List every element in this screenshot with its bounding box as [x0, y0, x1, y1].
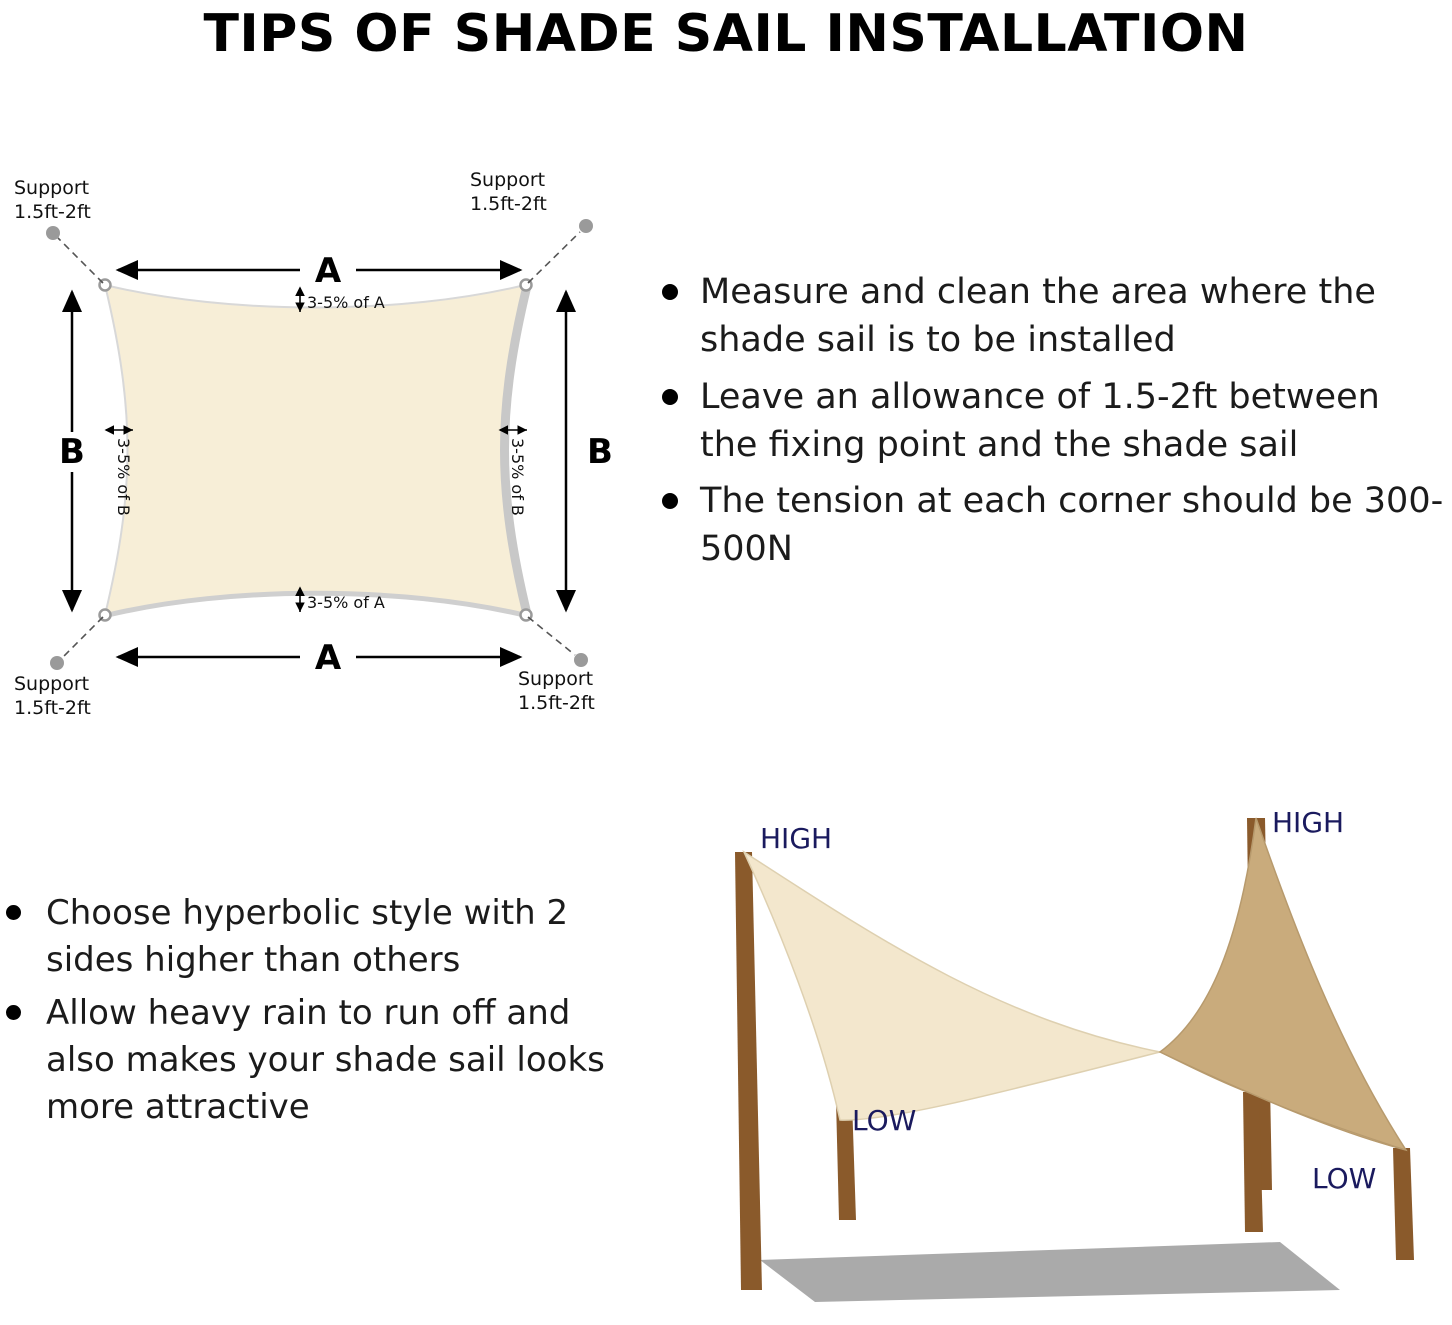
- curve-label-top: 3-5% of A: [307, 293, 385, 312]
- list-item: [648, 373, 1448, 470]
- ground-shadow: [760, 1242, 1340, 1302]
- label-high-left: HIGH: [760, 822, 833, 855]
- support-line-bottom-left: [62, 617, 103, 658]
- curve-label-right: 3-5% of B: [508, 438, 527, 516]
- support-label-bottom-right-line1: Support: [518, 668, 594, 690]
- tips-bottom-list: [0, 890, 620, 1131]
- bullet-dot-icon: [6, 905, 21, 920]
- label-high-right: HIGH: [1272, 806, 1345, 839]
- bullet-dot-icon: [662, 389, 678, 405]
- sail-shape: [105, 285, 525, 615]
- label-low-left: LOW: [852, 1104, 917, 1137]
- label-low-right: LOW: [1312, 1162, 1377, 1195]
- support-dot-top-left: [46, 226, 60, 240]
- support-line-top-left: [58, 238, 103, 283]
- support-label-bottom-right-line2: 1.5ft-2ft: [518, 692, 595, 714]
- dimension-label-left-b: B: [59, 432, 85, 472]
- tip-text: Allow heavy rain to run off and also makes your shade sail looks more attractive: [46, 992, 605, 1127]
- tips-bottom-list-container: [0, 890, 620, 1137]
- list-item: [648, 268, 1448, 365]
- support-label-top-left-line1: Support: [14, 177, 90, 199]
- post-high-left: [735, 852, 762, 1290]
- bullet-dot-icon: [6, 1005, 21, 1020]
- bullet-dot-icon: [662, 493, 678, 509]
- support-label-top-left-line2: 1.5ft-2ft: [14, 201, 91, 223]
- bullet-dot-icon: [662, 284, 678, 300]
- page-title: TIPS OF SHADE SAIL INSTALLATION: [203, 4, 1249, 64]
- list-item: [0, 990, 620, 1131]
- tip-text: Leave an allowance of 1.5-2ft between the fixing point and the shade sail: [700, 376, 1380, 465]
- support-line-bottom-right: [528, 617, 575, 655]
- tips-top-list: [648, 268, 1448, 574]
- support-line-top-right: [528, 232, 580, 283]
- tip-text: The tension at each corner should be 300-500N: [700, 481, 1444, 570]
- curve-label-left: 3-5% of B: [114, 438, 133, 516]
- hyperbolic-sail-diagram: [640, 790, 1452, 1325]
- dimension-label-right-b: B: [587, 432, 613, 472]
- dimension-label-top-a: A: [314, 251, 342, 291]
- support-dot-top-right: [579, 219, 593, 233]
- tip-text: Choose hyperbolic style with 2 sides higher than others: [46, 893, 569, 980]
- curve-label-bottom: 3-5% of A: [307, 593, 385, 612]
- sail-panel-light: [744, 852, 1160, 1120]
- tip-text: Measure and clean the area where the shade sail is to be installed: [700, 272, 1376, 361]
- support-label-top-right-line1: Support: [470, 169, 546, 191]
- support-label-bottom-left-line1: Support: [14, 673, 90, 695]
- support-dot-bottom-right: [574, 653, 588, 667]
- list-item: [648, 477, 1448, 574]
- rectangular-sail-diagram: [0, 160, 660, 740]
- support-label-bottom-left-line2: 1.5ft-2ft: [14, 697, 91, 719]
- support-dot-bottom-left: [50, 656, 64, 670]
- post-low-right: [1393, 1148, 1414, 1260]
- list-item: [0, 890, 620, 984]
- dimension-label-bottom-a: A: [314, 638, 342, 678]
- support-label-top-right-line2: 1.5ft-2ft: [470, 193, 547, 215]
- sail-panel-dark: [1160, 818, 1406, 1150]
- tips-top-list-container: [648, 268, 1448, 582]
